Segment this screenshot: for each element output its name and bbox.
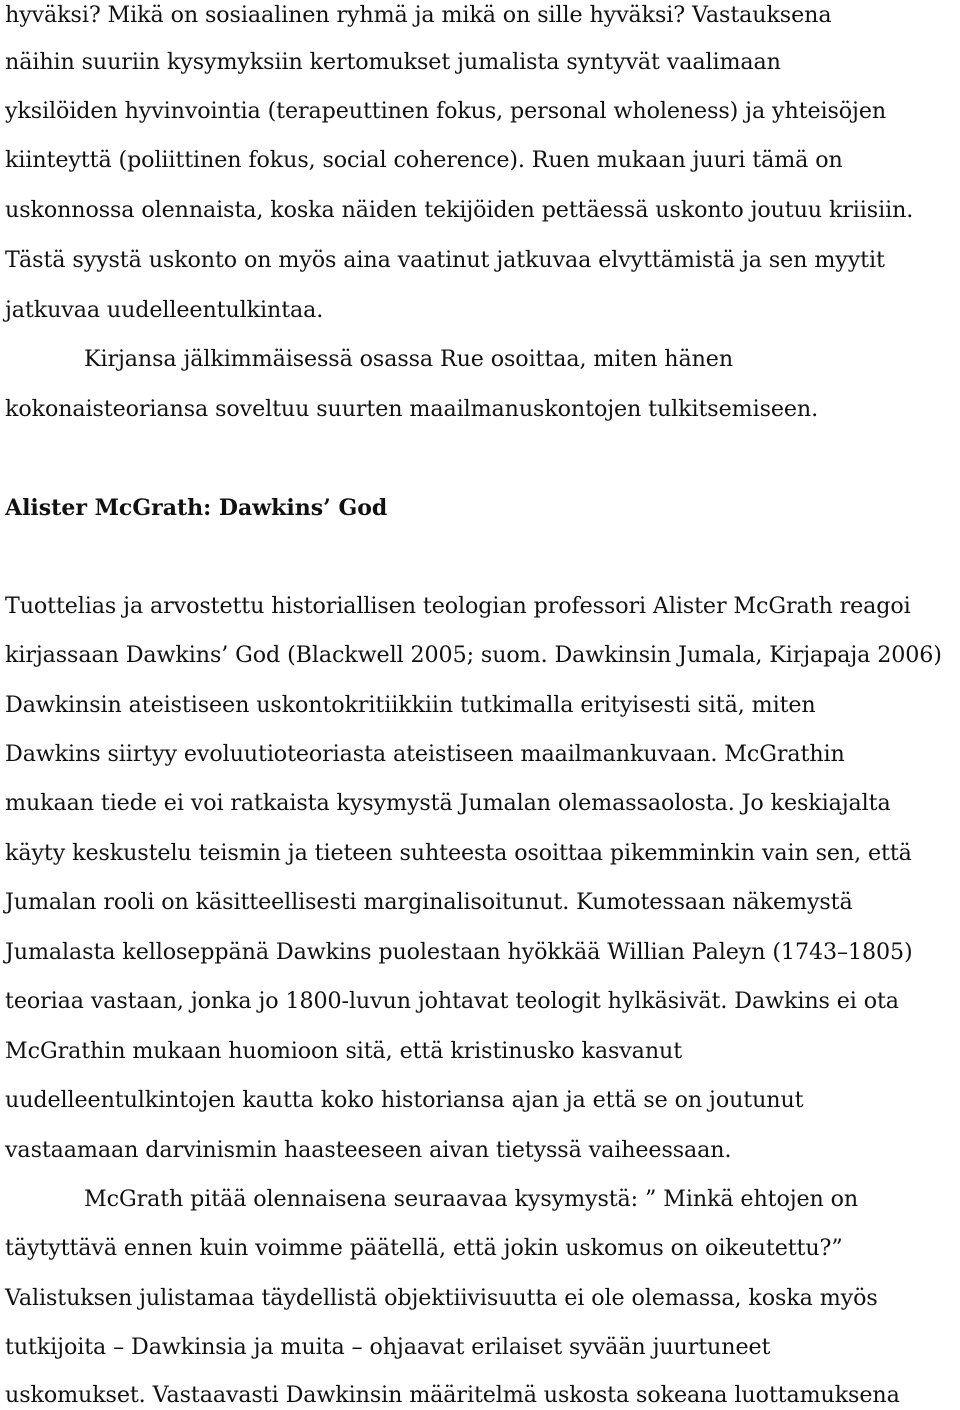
text-line: mukaan tiede ei voi ratkaista kysymystä Jumalan olemassaolosta. Jo keskiajalta — [5, 790, 891, 816]
text-line: Tästä syystä uskonto on myös aina vaatinut jatkuvaa elvyttämistä ja sen myytit — [5, 247, 885, 273]
text-line: Jumalasta kelloseppänä Dawkins puolestaan hyökkää Willian Paleyn (1743–1805) — [5, 939, 913, 965]
text-line: kirjassaan Dawkins’ God (Blackwell 2005; suom. Dawkinsin Jumala, Kirjapaja 2006) — [5, 642, 942, 668]
text-line: näihin suuriin kysymyksiin kertomukset jumalista syntyvät vaalimaan — [5, 49, 781, 75]
text-line: vastaamaan darvinismin haasteeseen aivan tietyssä vaiheessaan. — [5, 1137, 732, 1163]
text-line: Jumalan rooli on käsitteellisesti marginalisoitunut. Kumotessaan näkemystä — [5, 889, 853, 915]
text-line: teoriaa vastaan, jonka jo 1800-luvun johtavat teologit hylkäsivät. Dawkins ei ota — [5, 988, 899, 1014]
text-line: käyty keskustelu teismin ja tieteen suhteesta osoittaa pikemminkin vain sen, että — [5, 840, 912, 866]
text-line: jatkuvaa uudelleentulkintaa. — [5, 297, 324, 323]
text-line: uskonnossa olennaista, koska näiden tekijöiden pettäessä uskonto joutuu kriisiin. — [5, 197, 914, 223]
text-line: uskomukset. Vastaavasti Dawkinsin määritelmä uskosta sokeana luottamuksena — [5, 1382, 900, 1408]
text-line: tutkijoita – Dawkinsia ja muita – ohjaavat erilaiset syvään juurtuneet — [5, 1334, 771, 1360]
text-line: Dawkinsin ateistiseen uskontokritiikkiin tutkimalla erityisesti sitä, miten — [5, 692, 816, 718]
text-line: McGrathin mukaan huomioon sitä, että kristinusko kasvanut — [5, 1038, 683, 1064]
text-line: Dawkins siirtyy evoluutioteoriasta ateistiseen maailmankuvaan. McGrathin — [5, 741, 845, 767]
section-heading: Alister McGrath: Dawkins’ God — [5, 495, 388, 521]
text-line: uudelleentulkintojen kautta koko historiansa ajan ja että se on joutunut — [5, 1087, 804, 1113]
text-line: Tuottelias ja arvostettu historiallisen teologian professori Alister McGrath reagoi — [5, 593, 911, 619]
text-line: hyväksi? Mikä on sosiaalinen ryhmä ja mikä on sille hyväksi? Vastauksena — [5, 2, 832, 28]
text-line: kiinteyttä (poliittinen fokus, social coherence). Ruen mukaan juuri tämä on — [5, 147, 843, 173]
text-line: yksilöiden hyvinvointia (terapeuttinen fokus, personal wholeness) ja yhteisöjen — [5, 98, 887, 124]
text-line: täytyttävä ennen kuin voimme päätellä, että jokin uskomus on oikeutettu?” — [5, 1235, 843, 1261]
text-line: McGrath pitää olennaisena seuraavaa kysymystä: ” Minkä ehtojen on — [84, 1186, 859, 1212]
text-line: kokonaisteoriansa soveltuu suurten maailmanuskontojen tulkitsemiseen. — [5, 396, 819, 422]
text-line: Kirjansa jälkimmäisessä osassa Rue osoittaa, miten hänen — [84, 346, 734, 372]
text-line: Valistuksen julistamaa täydellistä objektiivisuutta ei ole olemassa, koska myös — [5, 1285, 878, 1311]
